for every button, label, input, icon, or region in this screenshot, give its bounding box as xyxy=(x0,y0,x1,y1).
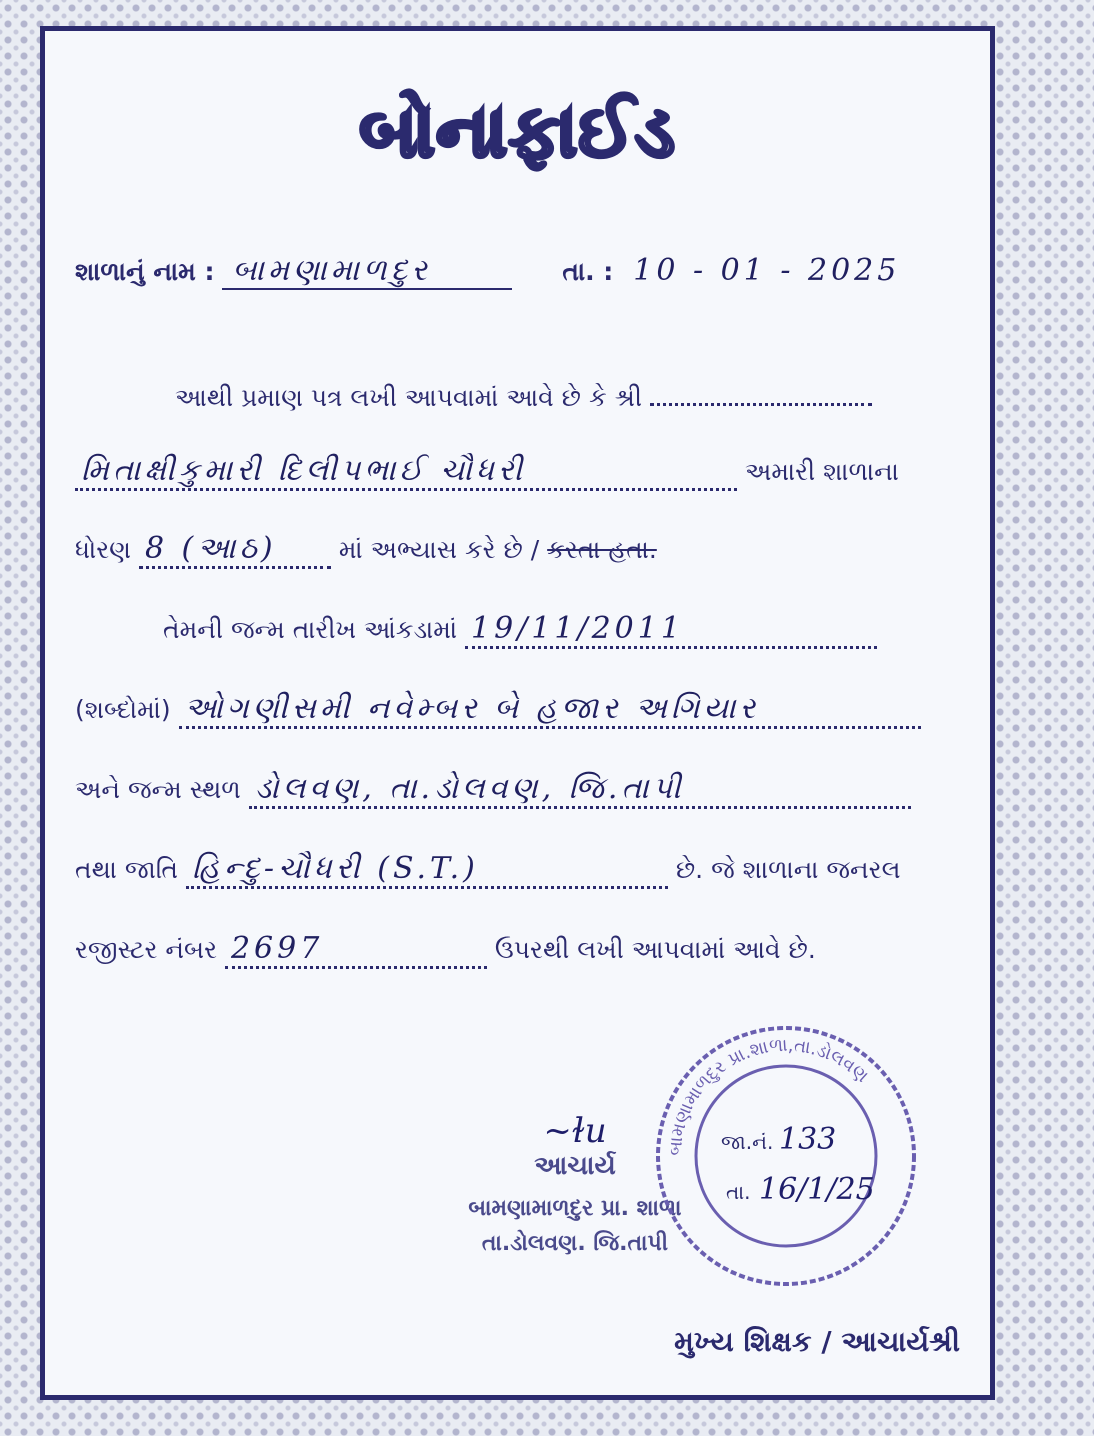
school-row xyxy=(75,253,980,290)
stamp-place: તા.ડોલવણ. જિ.તાપી xyxy=(481,1231,669,1256)
caste-row xyxy=(75,851,980,889)
dob-digits: 19/11/2011 xyxy=(465,611,877,649)
standard-row xyxy=(75,531,980,569)
signature: ~ɫu xyxy=(543,1111,607,1151)
register-label: રજીસ્ટર નંબર xyxy=(75,935,217,964)
stamp-school: બામણામાળદુર પ્રા. શાળા xyxy=(468,1196,682,1221)
intro-text: આથી પ્રમાણ પત્ર લખી આપવામાં આવે છે કે શ્રી xyxy=(175,383,643,412)
birthplace-label: અને જન્મ સ્થળ xyxy=(75,775,241,804)
seal-date: 16/1/25 xyxy=(759,1172,875,1207)
standard-struck: કરતા હતા. xyxy=(547,535,657,564)
dob-words-label: (શબ્દોમાં) xyxy=(75,695,171,724)
student-name: મિતાક્ષીકુમારી દિલીપભાઈ ચૌધરી xyxy=(75,453,737,491)
seal-number-label: જા.નં. xyxy=(721,1130,774,1154)
caste-value: હિન્દુ-ચૌધરી (S.T.) xyxy=(186,851,668,889)
school-label: શાળાનું નામ : xyxy=(75,257,215,286)
register-number: 2697 xyxy=(225,931,487,969)
birthplace-row xyxy=(75,771,980,809)
certificate-title: બોનાફાઈડ xyxy=(359,89,676,173)
standard-value: 8 (આઠ) xyxy=(139,531,331,569)
register-suffix: ઉપરથી લખી આપવામાં આવે છે. xyxy=(494,935,816,964)
dob-words-row xyxy=(75,691,980,729)
date-value: 10 - 01 - 2025 xyxy=(633,253,901,288)
standard-suffix: માં અભ્યાસ કરે છે / xyxy=(338,535,540,564)
dob-row xyxy=(163,611,980,649)
standard-label: ધોરણ xyxy=(75,535,131,564)
student-suffix: અમારી શાળાના xyxy=(744,457,899,486)
student-row xyxy=(75,453,980,491)
dob-label: તેમની જન્મ તારીખ આંકડામાં xyxy=(163,615,458,644)
date-label: તા. : xyxy=(562,257,614,286)
certificate-card xyxy=(40,26,995,1400)
intro-dots xyxy=(650,403,872,406)
round-seal xyxy=(651,1021,921,1291)
caste-suffix: છે. જે શાળાના જનરલ xyxy=(675,855,901,884)
caste-label: તથા જાતિ xyxy=(75,855,178,884)
register-row xyxy=(75,931,980,969)
seal-number: 133 xyxy=(779,1122,837,1157)
school-name: બામણામાળદુર xyxy=(222,253,512,290)
stamp-role: આચાર્ય xyxy=(534,1151,616,1181)
seal-ring-text: બામણામાળદુર પ્રા.શાળા,તા.ડોલવણ xyxy=(664,1034,873,1157)
intro-row xyxy=(175,383,980,413)
seal-date-label: તા. xyxy=(726,1180,751,1204)
dob-words: ઓગણીસમી નવેમ્બર બે હજાર અગિયાર xyxy=(179,691,921,729)
footer-signatory: મુખ્ય શિક્ષક / આચાર્યશ્રી xyxy=(674,1325,960,1358)
birthplace-value: ડોલવણ, તા.ડોલવણ, જિ.તાપી xyxy=(249,771,911,809)
